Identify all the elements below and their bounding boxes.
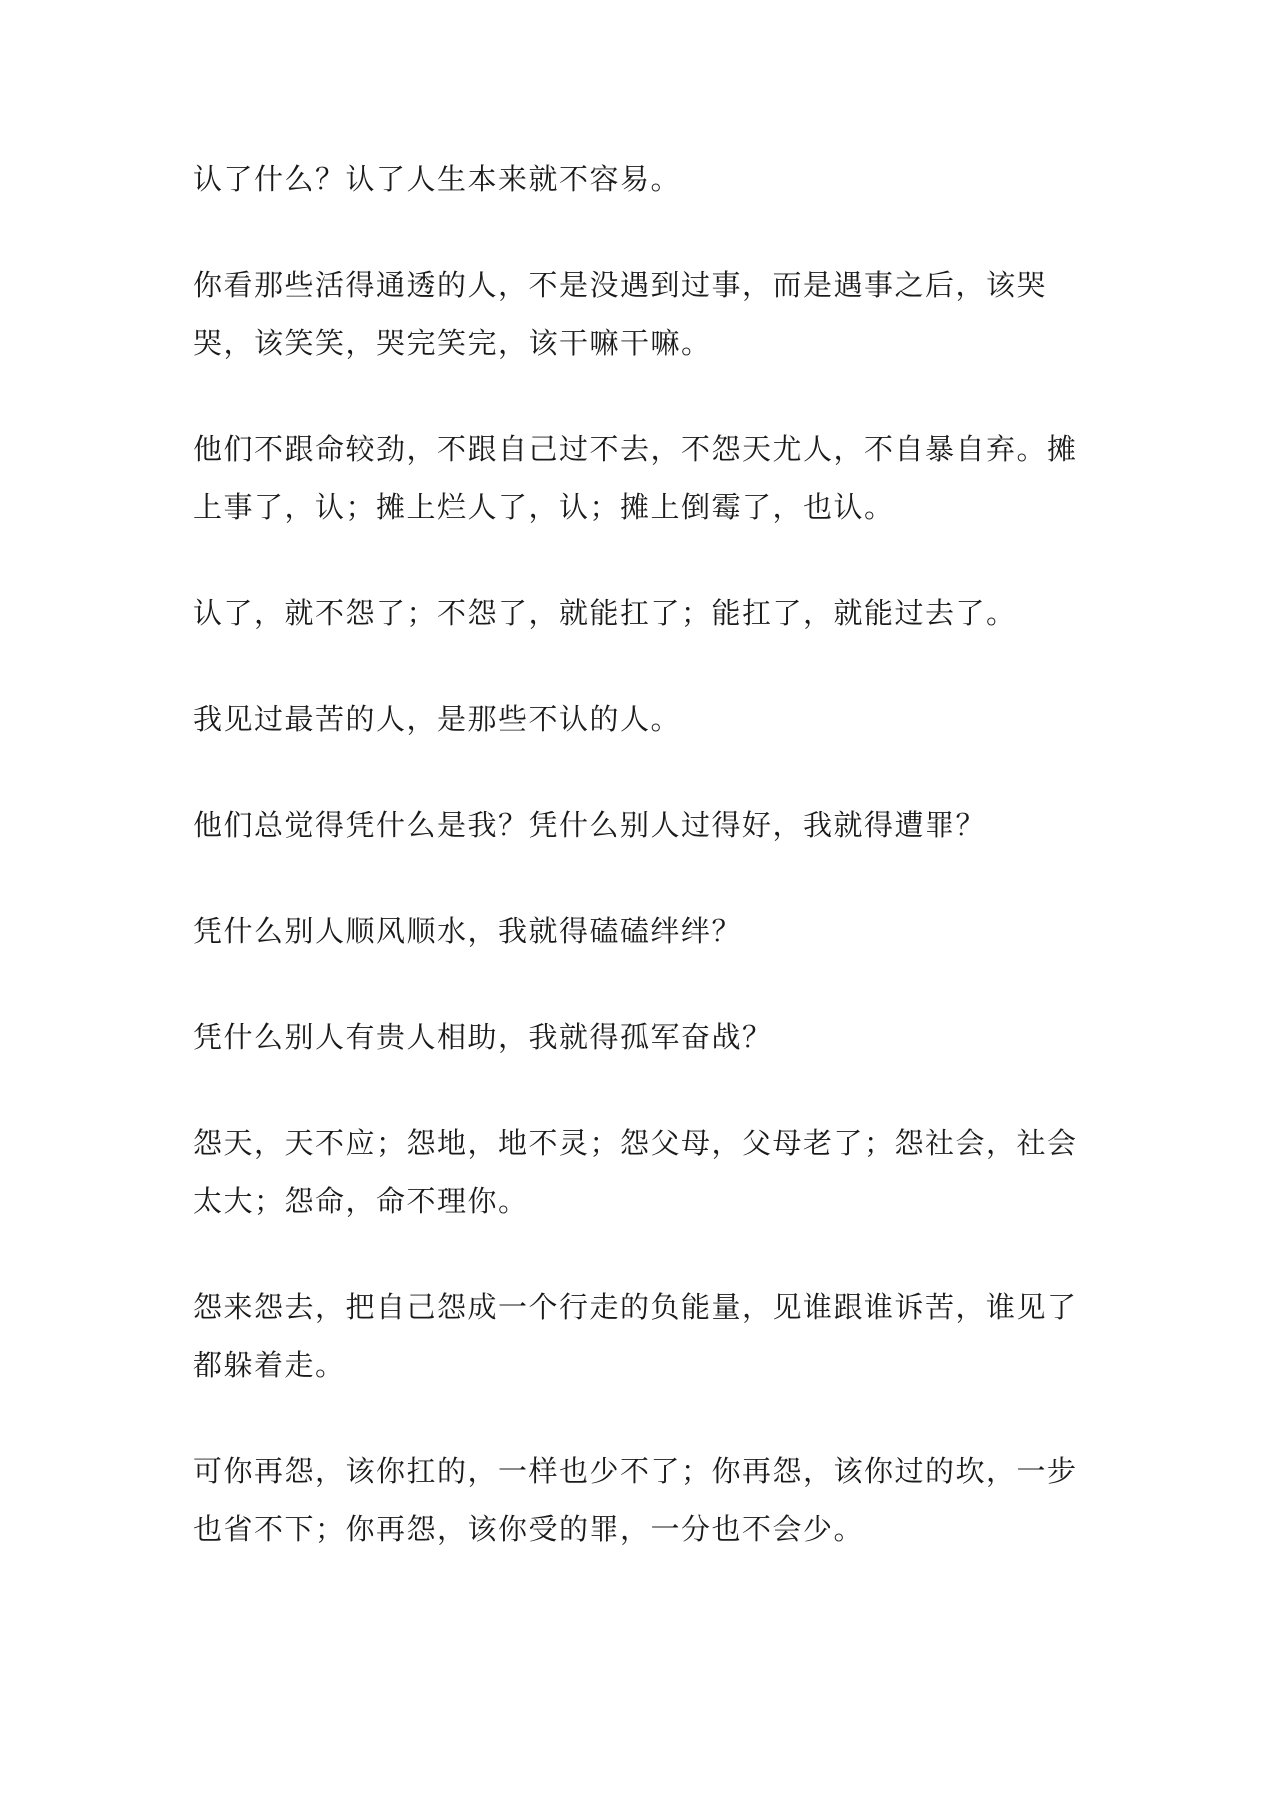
paragraph-11: 可你再怨，该你扛的，一样也少不了；你再怨，该你过的坎，一步也省不下；你再怨，该你受的罪，一分也不会少。 bbox=[193, 1454, 1078, 1546]
paragraph-2: 你看那些活得通透的人，不是没遇到过事，而是遇事之后，该哭哭，该笑笑，哭完笑完，该干嘛干嘛。 bbox=[193, 268, 1048, 360]
paragraph-9: 怨天，天不应；怨地，地不灵；怨父母，父母老了；怨社会，社会太大；怨命，命不理你。 bbox=[193, 1126, 1078, 1218]
paragraph-3: 他们不跟命较劲，不跟自己过不去，不怨天尤人，不自暴自弃。摊上事了，认；摊上烂人了，认；摊上倒霉了，也认。 bbox=[193, 432, 1078, 524]
document-body bbox=[193, 150, 1093, 1606]
paragraph-6: 他们总觉得凭什么是我？凭什么别人过得好，我就得遭罪？ bbox=[193, 808, 987, 842]
paragraph-8: 凭什么别人有贵人相助，我就得孤军奋战？ bbox=[193, 1020, 773, 1054]
paragraph-7: 凭什么别人顺风顺水，我就得磕磕绊绊？ bbox=[193, 914, 743, 948]
paragraph-1: 认了什么？认了人生本来就不容易。 bbox=[193, 162, 682, 196]
paragraph-4: 认了，就不怨了；不怨了，就能扛了；能扛了，就能过去了。 bbox=[193, 596, 1017, 630]
paragraph-5: 我见过最苦的人，是那些不认的人。 bbox=[193, 702, 682, 736]
paragraph-10: 怨来怨去，把自己怨成一个行走的负能量，见谁跟谁诉苦，谁见了都躲着走。 bbox=[193, 1290, 1078, 1382]
